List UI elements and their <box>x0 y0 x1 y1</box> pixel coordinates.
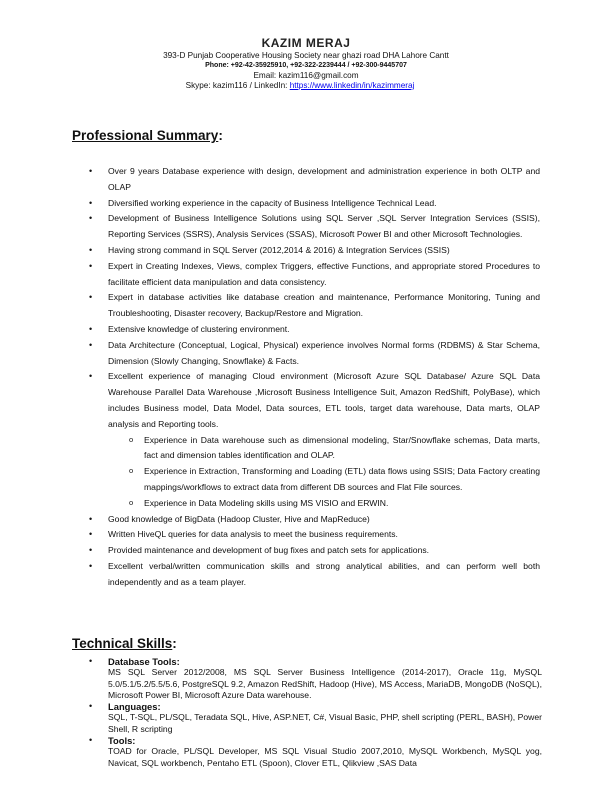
list-item: • Over 9 years Database experience with design, development and administration experience in both OLTP and OLAP <box>0 164 540 196</box>
list-item: • Provided maintenance and development of bug fixes and patch sets for applications. <box>0 543 540 559</box>
address: 393-D Punjab Cooperative Housing Society near ghazi road DHA Lahore Cantt <box>163 51 449 60</box>
list-item: • Development of Business Intelligence Solutions using SQL Server ,SQL Server Integration Services (SSIS), Reporting Services (SSRS), Analysis Services (SSAS), Microsoft Power BI and other Microsoft Technologies. <box>0 211 540 243</box>
list-item: • Good knowledge of BigData (Hadoop Cluster, Hive and MapReduce) <box>0 512 540 528</box>
phone-numbers: Phone: +92-42-35925910, +92-322-2239444 / +92-300-9445707 <box>205 62 407 69</box>
sub-list <box>108 433 540 512</box>
sub-list-item: o Experience in Extraction, Transforming and Loading (ETL) data flows using SSIS; Data Factory creating mappings/workflows to extract data from different DB sources and Flat File sources. <box>108 464 540 496</box>
professional-summary-heading: Professional Summary: <box>72 128 223 143</box>
list-item: • Having strong command in SQL Server (2012,2014 & 2016) & Integration Services (SSIS) <box>0 243 540 259</box>
technical-skills-heading: Technical Skills: <box>72 636 177 651</box>
skill-group-tools <box>0 735 542 769</box>
skype-linkedin-line <box>0 81 606 91</box>
skill-title: • Database Tools: <box>108 656 180 667</box>
sub-list-item: o Experience in Data Modeling skills using MS VISIO and ERWIN. <box>108 496 540 512</box>
linkedin-link[interactable]: https://www.linkedin/in/kazimmeraj <box>289 81 415 90</box>
skill-body: TOAD for Oracle, PL/SQL Developer, MS SQL Visual Studio 2007,2010, MySQL Workbench, MySQL yog, Navicat, SQL workbench, Pentaho ETL (Spoon), Clover ETL, Qlikview ,SAS Data <box>108 746 542 768</box>
email-label: Email: <box>253 71 279 80</box>
email-line <box>0 71 612 81</box>
list-item: • Expert in Creating Indexes, Views, complex Triggers, effective Functions, and appropriate stored Procedures to facilitate efficient data manipulation and data consistency. <box>0 259 540 291</box>
list-item: • Extensive knowledge of clustering environment. <box>0 322 540 338</box>
skill-body: MS SQL Server 2012/2008, MS SQL Server Business Intelligence (2014-2017), Oracle 11g, MySQL 5.0/5.1/5.2/5.5/5.6, PostgreSQL 9.2, Amazon RedShift, Hadoop (Hive), MS Access, MariaDB, MongoDB (NoSQL), Microsoft Power BI, Microsoft Azure Data warehouse. <box>108 667 542 700</box>
sub-list-item: o Experience in Data warehouse such as dimensional modeling, Star/Snowflake schemas, Data marts, fact and dimension tables identification and OLAP. <box>108 433 540 465</box>
list-item-cloud <box>0 369 540 511</box>
list-item: • Excellent verbal/written communication skills and strong analytical abilities, and can perform well both independently and as a team player. <box>0 559 540 591</box>
email-address[interactable]: kazim116@gmail.com <box>278 71 359 80</box>
section-title-text: Professional Summary <box>72 128 219 143</box>
candidate-name: KAZIM MERAJ <box>261 36 351 50</box>
section-title-text: Technical Skills <box>72 636 173 651</box>
list-item: • Data Architecture (Conceptual, Logical, Physical) experience involves Normal forms (RDBMS) & Star Schema, Dimension (Slowly Changing, Snowflake) & Facts. <box>0 338 540 370</box>
summary-list <box>0 164 540 591</box>
list-item: • Diversified working experience in the capacity of Business Intelligence Technical Lead. <box>0 196 540 212</box>
skill-title: • Tools: <box>108 735 136 747</box>
resume-header <box>0 36 612 91</box>
list-item-text: Excellent experience of managing Cloud environment (Microsoft Azure SQL Database/ Azure SQL Data Warehouse Parallel Data Warehouse ,Microsoft Business Intelligence Suit, Amazon RedShift, PolyBase), which includes Business model, Data Model, Data sources, ETL tools, target data warehouse, Data marts, OLAP analysis and Reporting tools. <box>108 371 540 429</box>
skills-list <box>0 656 542 769</box>
list-item: • Expert in database activities like database creation and maintenance, Performance Monitoring, Tuning and Troubleshooting, Disaster recovery, Backup/Restore and Migration. <box>0 290 540 322</box>
list-item: • Written HiveQL queries for data analysis to meet the business requirements. <box>0 527 540 543</box>
skype-linkedin-label: Skype: kazim116 / LinkedIn: <box>185 81 290 90</box>
skill-title: • Languages: <box>108 701 161 713</box>
skill-group-database-tools <box>0 656 542 701</box>
skill-body: SQL, T-SQL, PL/SQL, Teradata SQL, Hive, ASP.NET, C#, Visual Basic, PHP, shell scripting (PERL, BASH), Power Shell, R scripting <box>108 712 542 734</box>
skill-group-languages <box>0 701 542 735</box>
